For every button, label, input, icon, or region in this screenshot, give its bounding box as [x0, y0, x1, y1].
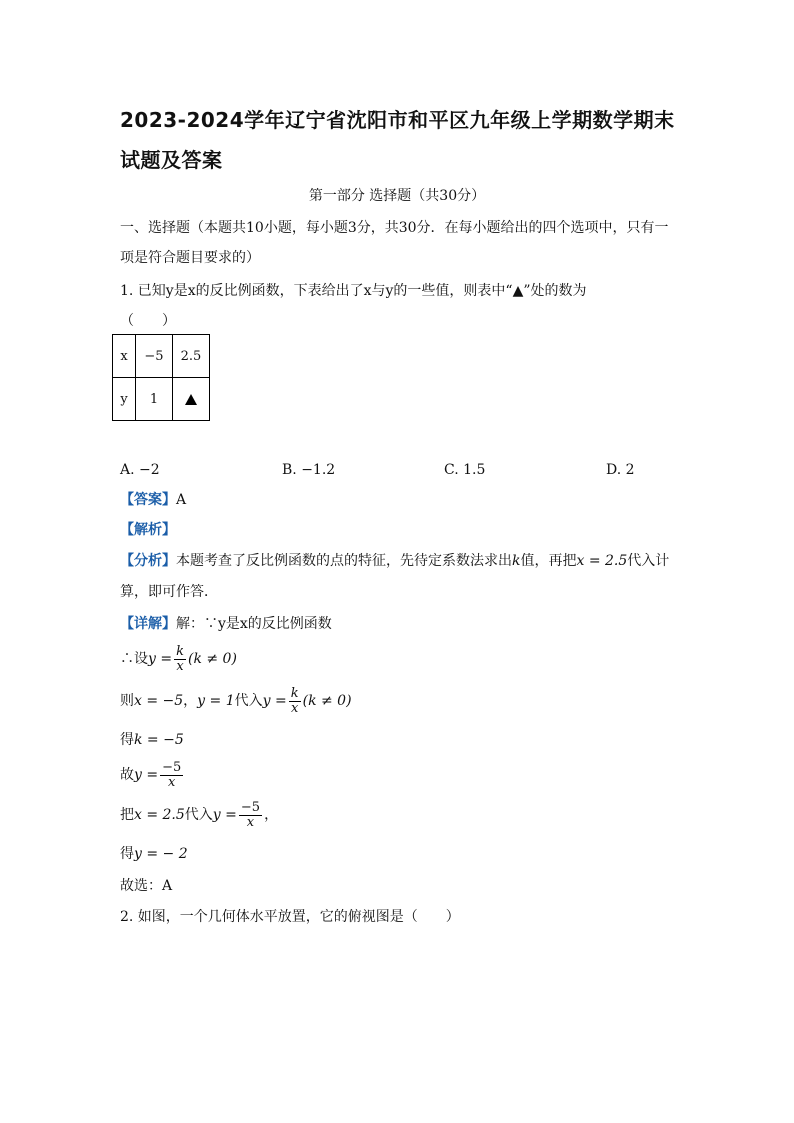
detail-tag: 【详解】 [120, 616, 176, 632]
fenxi-text: 本题考查了反比例函数的点的特征，先待定系数法求出 [176, 553, 512, 569]
fraction-k-over-x [289, 687, 301, 716]
fraction-numerator: −5 [162, 759, 182, 775]
step-5-text: 把 [120, 807, 134, 823]
step-3-text: 得 [120, 732, 134, 748]
fenxi-k: k [512, 553, 521, 569]
table-cell [173, 378, 210, 421]
fenxi-text-3: 代入计 [627, 553, 670, 569]
fraction-denominator: x [246, 814, 255, 830]
step-2-x: x = −5 [134, 693, 184, 709]
y-equals: y = [212, 807, 237, 823]
answer-tag: 【答案】 [120, 492, 176, 508]
fenxi-x: x = 2.5 [576, 553, 628, 569]
fraction-k-over-x [174, 645, 186, 674]
answer-line [120, 490, 186, 510]
section-heading-line-1: 一、选择题（本题共10小题，每小题3分，共30分．在每小题给出的四个选项中，只有一 [120, 220, 669, 236]
conclusion: 故选：A [120, 878, 173, 894]
fenxi-line-2: 算，即可作答． [120, 584, 218, 600]
answer-value: A [176, 492, 187, 508]
fraction-m5-over-x [239, 801, 262, 830]
step-5-x: x = 2.5 [134, 807, 185, 823]
step-2-y: y = 1 [197, 693, 235, 709]
option-a: A. −2 [120, 462, 160, 478]
table-cell: 2.5 [173, 335, 210, 378]
fenxi-line-1 [120, 551, 669, 571]
fraction-m5-over-x [160, 761, 183, 790]
fraction-numerator: k [290, 685, 299, 701]
analysis-tag: 【解析】 [120, 522, 176, 538]
detail-text: 解：∵y是x的反比例函数 [176, 616, 332, 632]
y-equals: y = [148, 651, 173, 667]
step-1 [120, 644, 237, 674]
fraction-numerator: k [176, 643, 184, 659]
option-d: D. 2 [606, 462, 635, 478]
analysis-line [120, 520, 176, 540]
value-table [112, 334, 210, 421]
step-3-k: k = −5 [134, 732, 184, 748]
step-4-text: 故 [120, 767, 134, 783]
step-2-comma: ， [183, 693, 198, 709]
title-line-1: 2023-2024学年辽宁省沈阳市和平区九年级上学期数学期末 [120, 108, 675, 132]
step-6-text: 得 [120, 846, 134, 862]
step-3 [120, 730, 184, 750]
step-5-daoru: 代入 [184, 807, 213, 823]
fraction-numerator: −5 [240, 799, 261, 815]
step-5 [120, 800, 278, 830]
detail-line [120, 614, 332, 634]
step-4 [120, 760, 185, 790]
table-cell: y [113, 378, 136, 421]
option-c: C. 1.5 [444, 462, 486, 478]
title-line-2: 试题及答案 [120, 148, 223, 172]
step-1-text: ∴设 [120, 651, 148, 667]
k-condition: (k ≠ 0) [302, 693, 352, 709]
table-cell: x [113, 335, 136, 378]
fraction-denominator: x [290, 700, 299, 716]
document-title [120, 100, 680, 180]
step-6-y: y = − 2 [134, 846, 188, 862]
y-equals: y = [134, 767, 159, 783]
step-6 [120, 844, 188, 864]
y-equals: y = [262, 693, 287, 709]
table-cell: −5 [136, 335, 173, 378]
fenxi-tag: 【分析】 [120, 553, 176, 569]
fraction-denominator: x [176, 658, 184, 674]
fenxi-text-2: 值，再把 [520, 553, 577, 569]
question-1-stem: 1. 已知y是x的反比例函数，下表给出了x与y的一些值，则表中“▲”处的数为 [120, 283, 587, 299]
table-row [113, 378, 210, 421]
step-2 [120, 686, 352, 716]
table-row [113, 335, 210, 378]
triangle-icon [185, 394, 197, 405]
fraction-denominator: x [168, 774, 176, 790]
step-2-text: 则 [120, 693, 134, 709]
part-heading: 第一部分 选择题（共30分） [308, 188, 486, 204]
question-2-stem: 2. 如图，一个几何体水平放置，它的俯视图是（ ） [120, 909, 460, 925]
question-1-paren: （ ） [120, 313, 176, 329]
k-condition: (k ≠ 0) [187, 651, 237, 667]
section-heading-line-2: 项是符合题目要求的） [120, 250, 260, 266]
step-2-daoru: 代入 [234, 693, 263, 709]
table-cell: 1 [136, 378, 173, 421]
step-5-comma: ， [264, 807, 279, 823]
option-b: B. −1.2 [282, 462, 336, 478]
